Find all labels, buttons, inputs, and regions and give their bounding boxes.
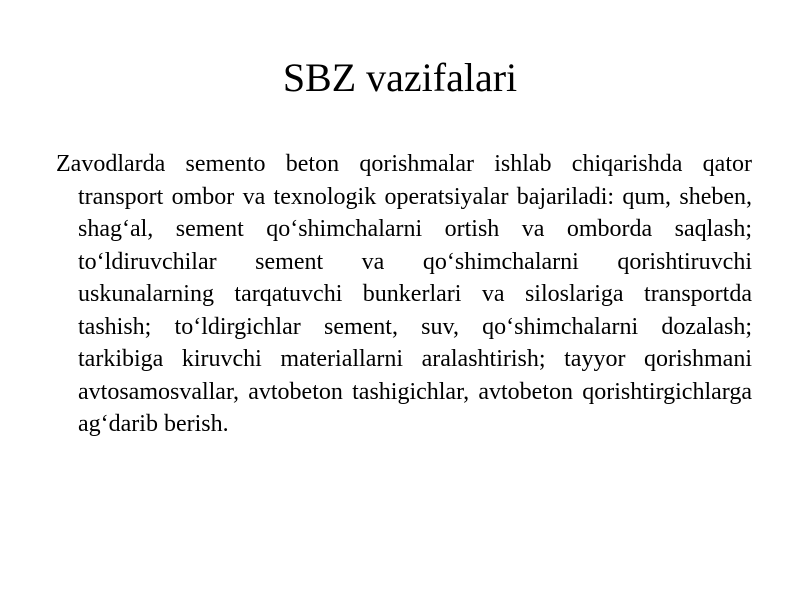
slide-body-text: Zavodlarda semento beton qorishmalar ishlab chiqarishda qator transport ombor va texnologik operatsiyalar bajariladi: qum, sheben, shag‘al, sement qo‘shimchalarni ortish va omborda saqlash; to‘ldiruvchilar sement va qo‘shimchalarni qorishtiruvchi uskunalarning tarqatuvchi bunkerlari va siloslariga transportda tashish; to‘ldirgichlar sement, suv, qo‘shimchalarni dozalash; tarkibiga kiruvchi materiallarni aralashtirish; tayyor qorishmani avtosamosvallar, avtobeton tashigichlar, avtobeton qorishtirgichlarga ag‘darib berish. [56,151,752,437]
slide-title: SBZ vazifalari [282,55,518,100]
